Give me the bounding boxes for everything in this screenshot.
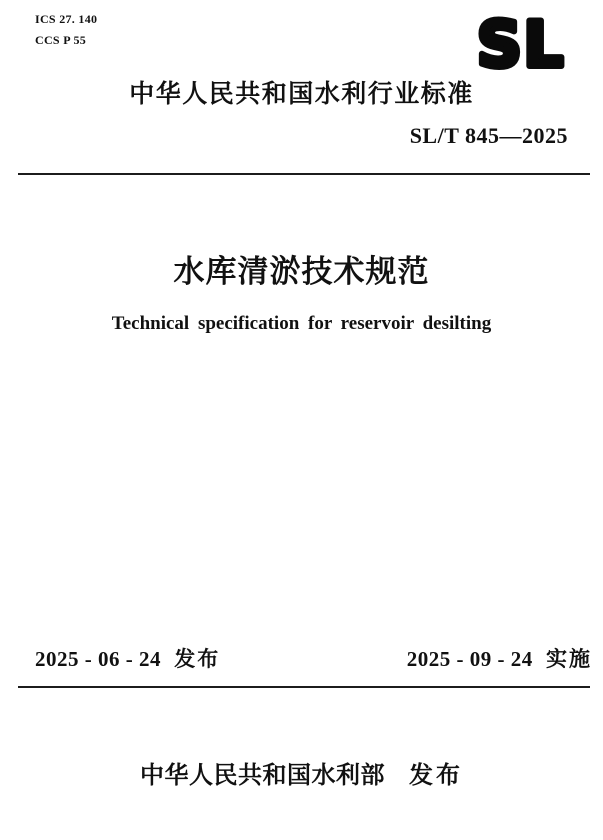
implement-date-value: 2025 - 09 - 24 <box>406 647 533 671</box>
publisher-action: 发布 <box>409 762 463 789</box>
sl-logo <box>474 15 578 73</box>
standard-number: SL/T 845—2025 <box>409 123 568 148</box>
issue-date <box>35 646 220 673</box>
title-chinese: 水库清淤技术规范 <box>173 254 430 289</box>
title-english: Technical specification for reservoir desilting <box>111 313 492 334</box>
publisher-line <box>0 761 603 791</box>
dates-row <box>35 646 592 673</box>
top-divider <box>18 173 590 175</box>
issue-date-value: 2025 - 06 - 24 <box>35 647 161 671</box>
classification-codes <box>35 9 97 51</box>
publisher-name: 中华人民共和国水利部 <box>140 762 385 789</box>
implement-date <box>407 646 592 673</box>
sl-logo-text: SL <box>477 15 566 73</box>
ics-code: ICS 27. 140 <box>35 12 98 26</box>
implement-date-label: 实施 <box>546 648 592 671</box>
bottom-divider <box>18 686 590 688</box>
ccs-code: CCS P 55 <box>35 33 87 47</box>
issue-date-label: 发布 <box>174 648 221 671</box>
standard-type-title: 中华人民共和国水利行业标准 <box>129 80 474 108</box>
